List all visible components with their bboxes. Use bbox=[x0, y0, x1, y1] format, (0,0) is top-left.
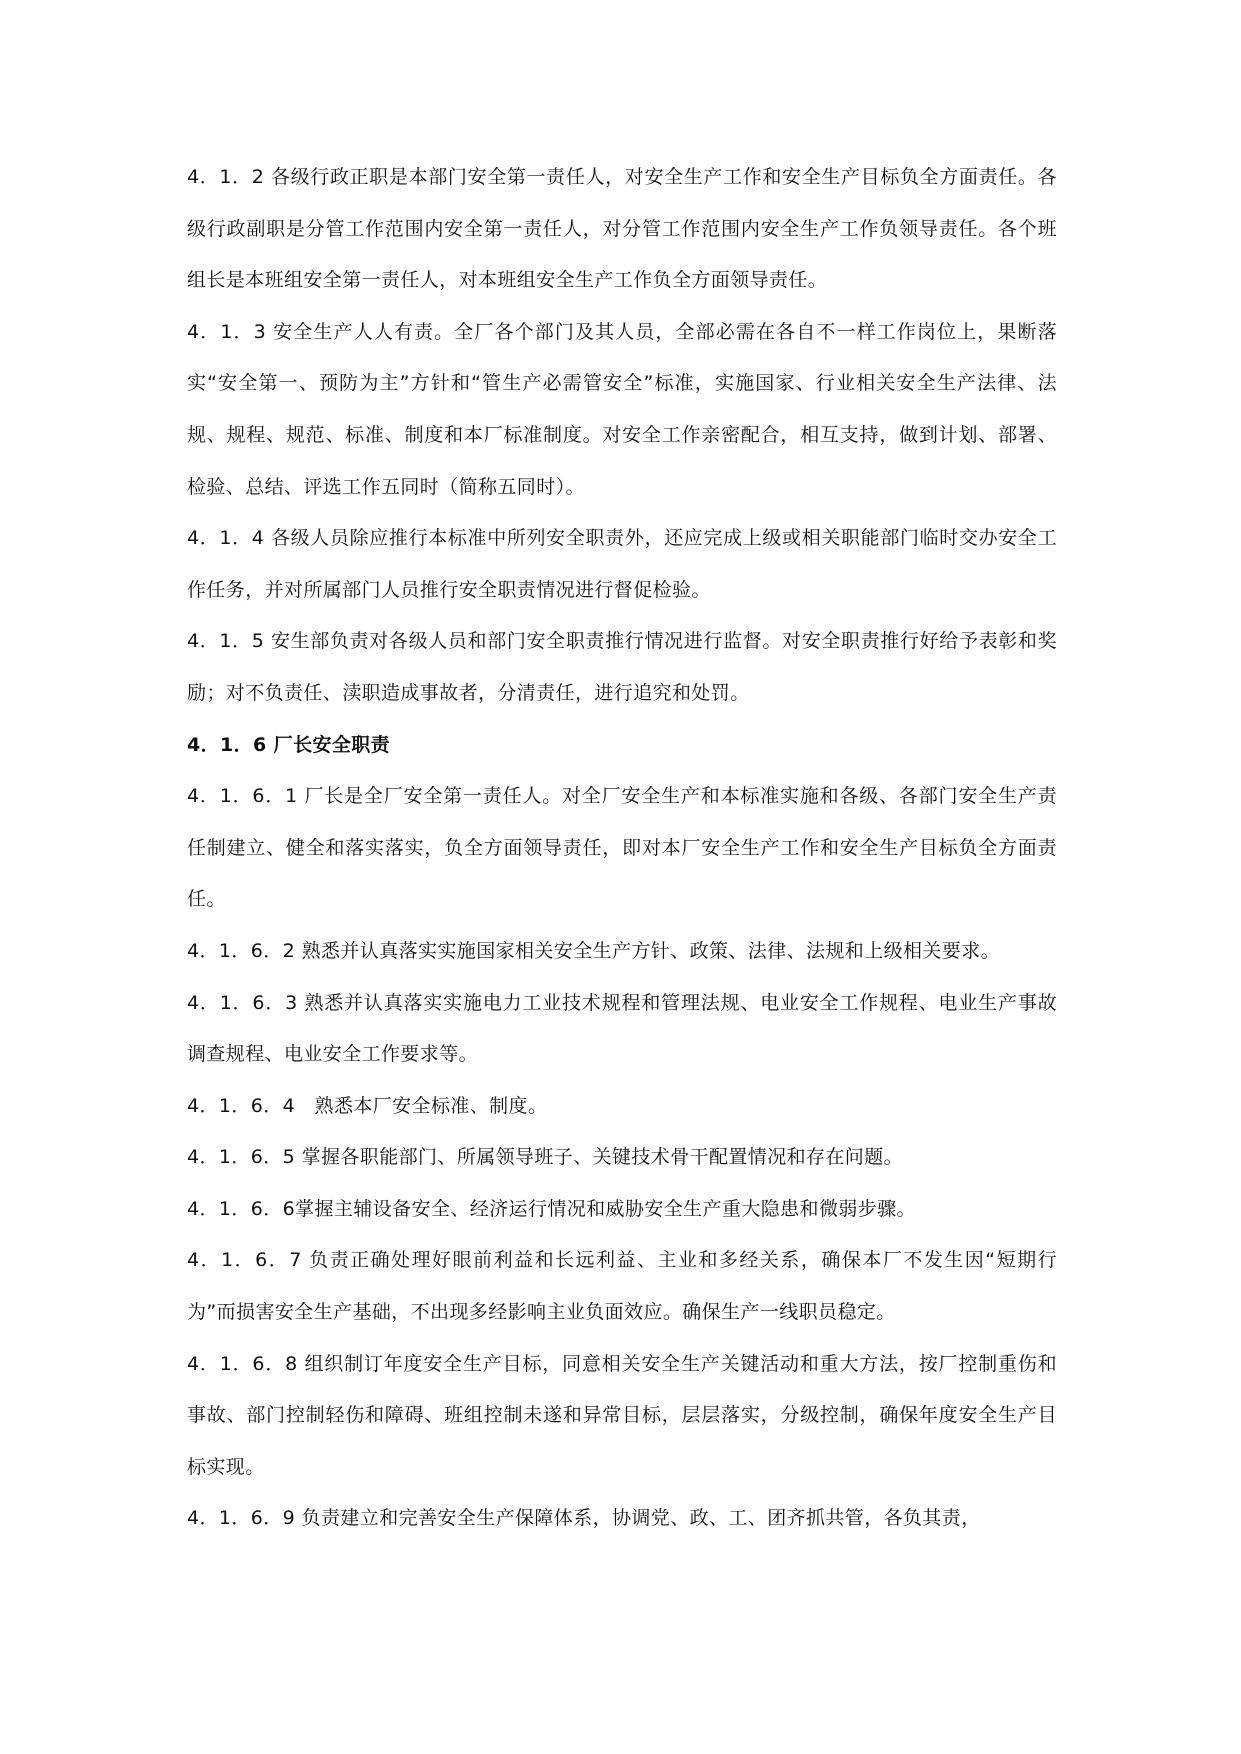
paragraph-4-1-6-4: 4．1．6．4 熟悉本厂安全标准、制度。 bbox=[187, 1094, 548, 1117]
document-body bbox=[187, 152, 1057, 1545]
paragraph-4-1-4: 4．1．4 各级人员除应推行本标准中所列安全职责外，还应完成上级或相关职能部门临时交办安全工作任务，并对所属部门人员推行安全职责情况进行督促检验。 bbox=[187, 527, 1057, 601]
paragraph-4-1-5: 4．1．5 安生部负责对各级人员和部门安全职责推行情况进行监督。对安全职责推行好给予表彰和奖励；对不负责任、渎职造成事故者，分清责任，进行追究和处罚。 bbox=[187, 630, 1057, 704]
paragraph-4-1-6-6: 4．1．6．6掌握主辅设备安全、经济运行情况和威胁安全生产重大隐患和微弱步骤。 bbox=[187, 1197, 916, 1220]
paragraph-4-1-6-5: 4．1．6．5 掌握各职能部门、所属领导班子、关键技术骨干配置情况和存在问题。 bbox=[187, 1146, 903, 1169]
paragraph-4-1-3: 4．1．3 安全生产人人有责。全厂各个部门及其人员，全部必需在各自不一样工作岗位上，果断落实“安全第一、预防为主”方针和“管生产必需管安全”标准，实施国家、行业相关安全生产法律、法规、规程、规范、标准、制度和本厂标准制度。对安全工作亲密配合，相互支持，做到计划、部署、检验、总结、评选工作五同时（简称五同时）。 bbox=[187, 320, 1057, 498]
paragraph-4-1-2: 4．1．2 各级行政正职是本部门安全第一责任人，对安全生产工作和安全生产目标负全方面责任。各级行政副职是分管工作范围内安全第一责任人，对分管工作范围内安全生产工作负领导责任。各个班组长是本班组安全第一责任人，对本班组安全生产工作负全方面领导责任。 bbox=[187, 166, 1057, 292]
paragraph-4-1-6-1: 4．1．6．1 厂长是全厂安全第一责任人。对全厂安全生产和本标准实施和各级、各部门安全生产责任制建立、健全和落实落实，负全方面领导责任，即对本厂安全生产工作和安全生产目标负全方面责任。 bbox=[187, 785, 1057, 911]
paragraph-4-1-6-8: 4．1．6．8 组织制订年度安全生产目标，同意相关安全生产关键活动和重大方法，按厂控制重伤和事故、部门控制轻伤和障碍、班组控制未遂和异常目标，层层落实，分级控制，确保年度安全生产目标实现。 bbox=[187, 1352, 1057, 1478]
paragraph-4-1-6-7: 4．1．6．7 负责正确处理好眼前利益和长远利益、主业和多经关系，确保本厂不发生因“短期行为”而损害安全生产基础，不出现多经影响主业负面效应。确保生产一线职员稳定。 bbox=[187, 1249, 1057, 1324]
section-heading-4-1-6: 4．1．6 厂长安全职责 bbox=[187, 733, 391, 756]
paragraph-4-1-6-3: 4．1．6．3 熟悉并认真落实实施电力工业技术规程和管理法规、电业安全工作规程、电业生产事故调查规程、电业安全工作要求等。 bbox=[187, 991, 1057, 1066]
paragraph-4-1-6-9: 4．1．6．9 负责建立和完善安全生产保障体系，协调党、政、工、团齐抓共管，各负其责， bbox=[187, 1507, 981, 1530]
paragraph-4-1-6-2: 4．1．6．2 熟悉并认真落实实施国家相关安全生产方针、政策、法律、法规和上级相关要求。 bbox=[187, 939, 1000, 962]
